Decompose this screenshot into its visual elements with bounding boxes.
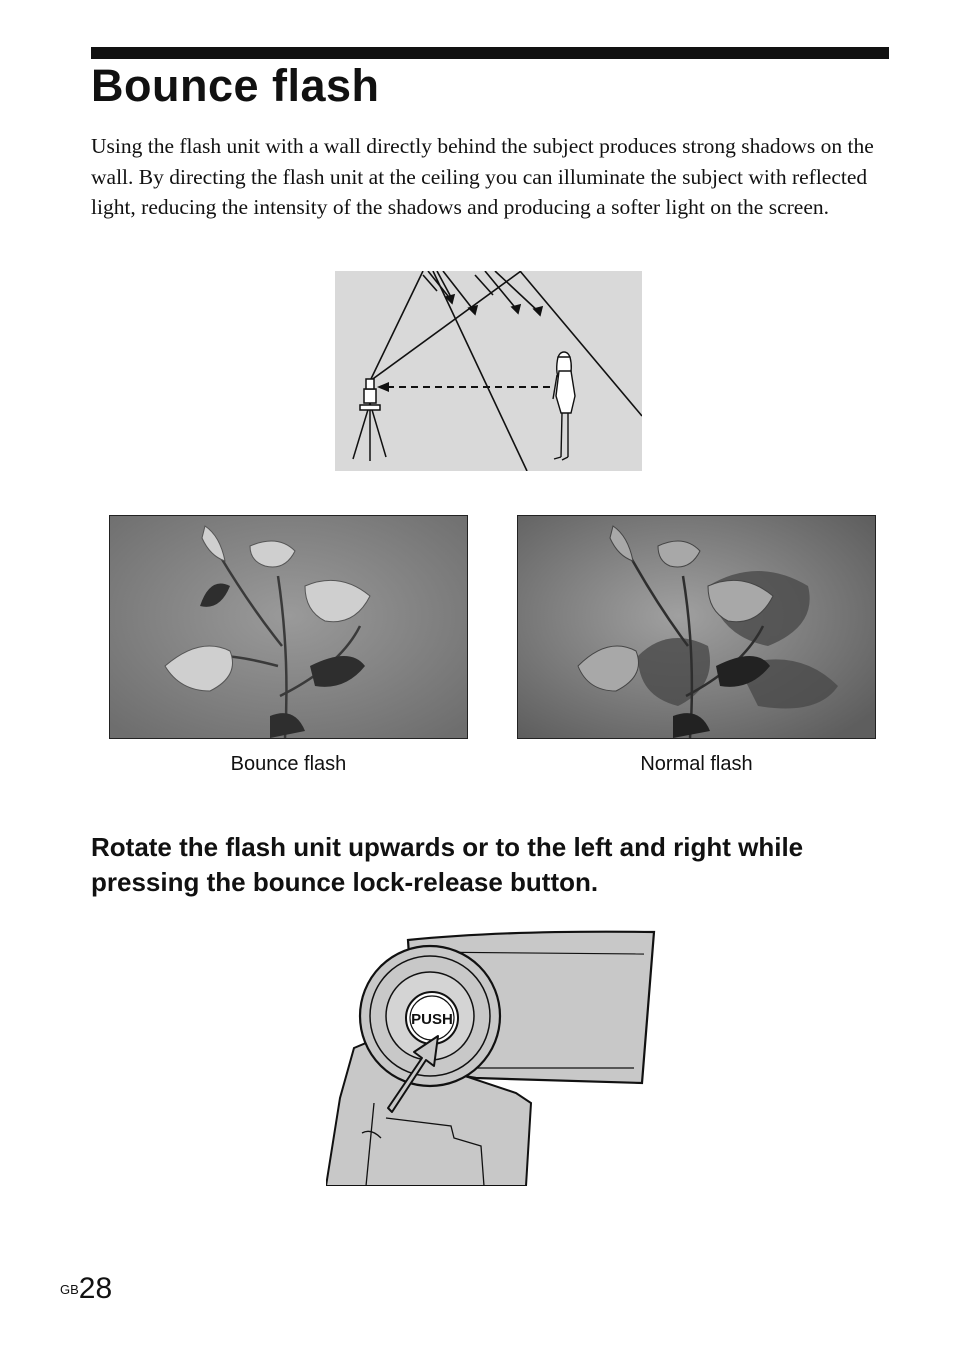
page-footer [60, 1272, 112, 1306]
push-button-label: PUSH [411, 1011, 453, 1028]
page-title: Bounce flash [91, 60, 380, 111]
region-code: GB [60, 1282, 79, 1297]
photo-normal-flash [517, 515, 876, 739]
page-number: 28 [78, 1272, 113, 1305]
caption-normal-flash: Normal flash [640, 753, 753, 775]
caption-bounce-flash: Bounce flash [230, 753, 347, 775]
title-rule [91, 47, 889, 59]
step-heading: Rotate the flash unit upwards or to the left and right while pressing the bounce lock-release button. [91, 832, 804, 897]
flash-unit-illustration [326, 928, 662, 1186]
photo-bounce-flash [109, 515, 468, 739]
bounce-diagram [335, 271, 642, 471]
intro-paragraph: Using the flash unit with a wall directly behind the subject produces strong shadows on the wall. By directing the flash unit at the ceiling you can illuminate the subject with reflected light, reducing the intensity of the shadows and producing a softer light on the screen. [91, 134, 874, 219]
